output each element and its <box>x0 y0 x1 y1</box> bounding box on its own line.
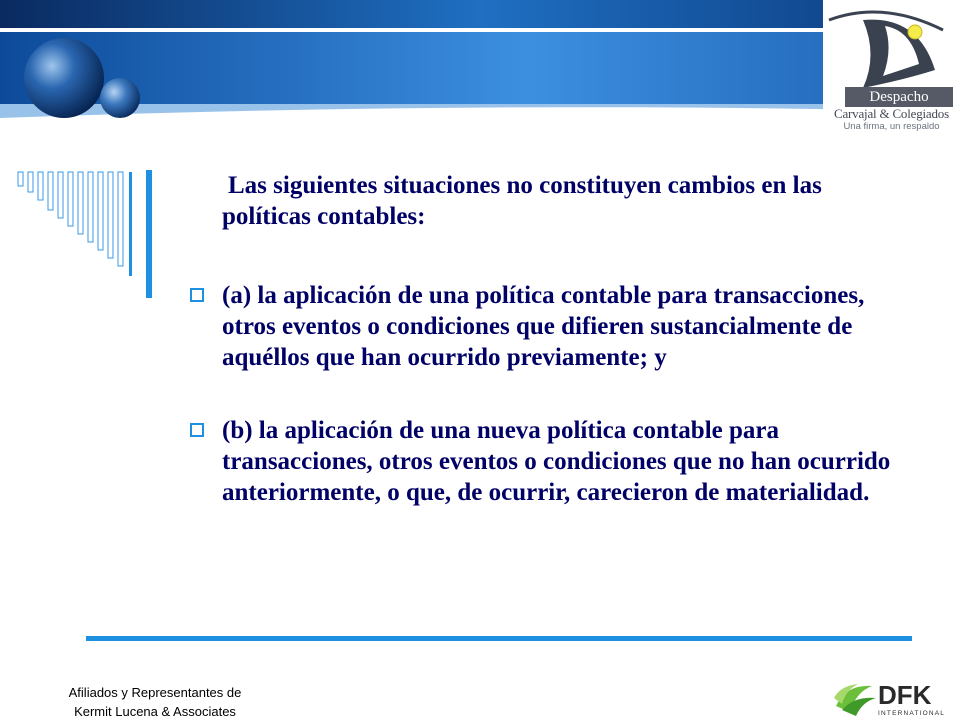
intro-text: Las siguientes situaciones no constituyen cambios en las políticas contables: <box>222 172 822 230</box>
large-sphere-icon <box>24 38 104 118</box>
footer-affiliation <box>40 683 270 721</box>
firm-emblem-icon <box>823 0 960 90</box>
dfk-leaf-icon <box>834 684 876 716</box>
bullet-item-a <box>180 280 900 373</box>
header-graphic <box>0 0 960 135</box>
dfk-international-logo <box>832 676 956 718</box>
footer-divider <box>86 636 912 641</box>
bullet-text-a: (a) la aplicación de una política contable para transacciones, otros eventos o condiciones que difieren sustancialmente de aquéllos que han ocurrido previamente; y <box>222 282 865 371</box>
dfk-sub-text: INTERNATIONAL <box>878 710 946 717</box>
small-sphere-icon <box>100 78 140 118</box>
footer-line-1: Afiliados y Representantes de <box>68 685 242 700</box>
bullet-text-b: (b) la aplicación de una nueva política contable para transacciones, otros eventos o condiciones que no han ocurrido anteriormente, o que, de ocurrir, carecieron de materialidad. <box>222 417 891 506</box>
header-banner <box>0 0 960 135</box>
logo-slogan: Una firma, un respaldo <box>843 121 940 132</box>
square-bullet-icon <box>190 423 204 437</box>
logo-firm-name: Carvajal & Colegiados <box>834 106 949 121</box>
footer-line-2: Kermit Lucena & Associates <box>74 704 236 719</box>
logo-despacho-label: Despacho <box>845 87 953 107</box>
slide-body <box>180 170 900 508</box>
firm-logo <box>823 0 960 137</box>
square-bullet-icon <box>190 288 204 302</box>
dfk-brand-text: DFK <box>878 680 932 710</box>
bullet-item-b <box>180 415 900 508</box>
decorative-bars <box>16 170 156 300</box>
